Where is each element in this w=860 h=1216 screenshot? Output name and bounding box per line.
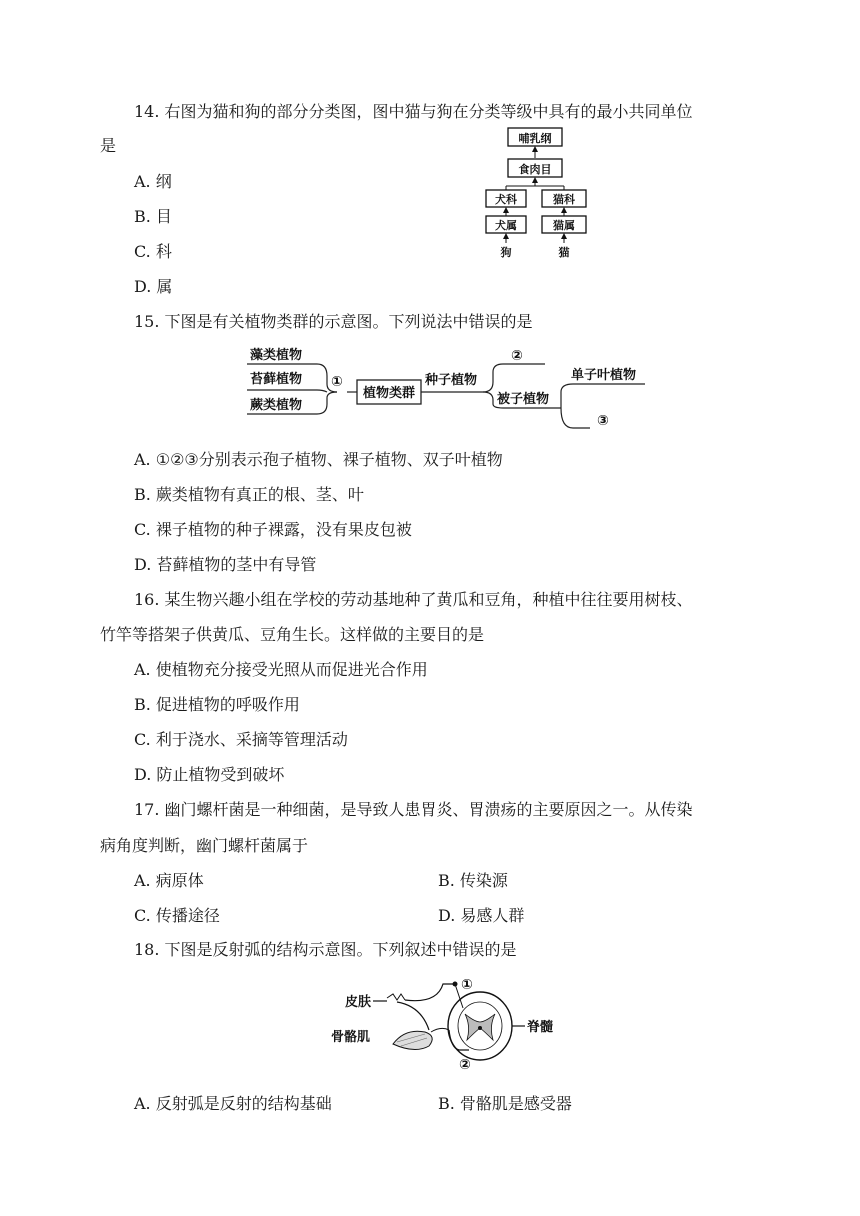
q16-option-a: A. 使植物充分接受光照从而促进光合作用 xyxy=(134,660,428,679)
q17-option-b: B. 传染源 xyxy=(438,871,508,890)
q17-stem-line1: 17. 幽门螺杆菌是一种细菌，是导致人患胃炎、胃溃疡的主要原因之一。从传染 xyxy=(134,800,693,819)
order-label: 食肉目 xyxy=(518,163,552,176)
dog-label: 狗 xyxy=(500,246,512,259)
q16-option-d: D. 防止植物受到破坏 xyxy=(134,765,285,784)
q17-option-a: A. 病原体 xyxy=(134,871,204,890)
marker-3: ③ xyxy=(597,413,609,429)
q15-option-d: D. 苔藓植物的茎中有导管 xyxy=(134,555,317,574)
q14-classification-diagram xyxy=(470,122,600,262)
fern-label: 蕨类植物 xyxy=(250,398,303,413)
moss-label: 苔藓植物 xyxy=(250,372,303,387)
genus-dog-label: 犬属 xyxy=(495,219,517,232)
class-label: 哺乳纲 xyxy=(518,132,552,145)
q14-option-b: B. 目 xyxy=(134,207,172,226)
marker-2: ② xyxy=(511,348,523,364)
q16-option-b: B. 促进植物的呼吸作用 xyxy=(134,695,300,714)
q17-stem-line2: 病角度判断，幽门螺杆菌属于 xyxy=(100,836,309,855)
family-cat-label: 猫科 xyxy=(553,193,575,206)
q14-stem-line2: 是 xyxy=(100,136,117,155)
algae-label: 藻类植物 xyxy=(250,348,303,363)
q18-reflex-arc-diagram xyxy=(325,970,575,1075)
q17-option-c: C. 传播途径 xyxy=(134,906,220,925)
marker-1: ① xyxy=(461,977,473,993)
q16-stem-line1: 16. 某生物兴趣小组在学校的劳动基地种了黄瓜和豆角，种植中往往要用树枝、 xyxy=(134,590,693,609)
seed-plants-label: 种子植物 xyxy=(425,373,478,388)
genus-cat-label: 猫属 xyxy=(553,219,575,232)
q14-option-c: C. 科 xyxy=(134,242,172,261)
q14-option-a: A. 纲 xyxy=(134,172,172,191)
plant-groups-label: 植物类群 xyxy=(362,386,416,401)
q16-option-c: C. 利于浇水、采摘等管理活动 xyxy=(134,730,348,749)
q18-option-a: A. 反射弧是反射的结构基础 xyxy=(134,1094,332,1113)
marker-1: ① xyxy=(331,374,343,390)
muscle-label: 骨骼肌 xyxy=(331,1030,371,1045)
family-dog-label: 犬科 xyxy=(495,193,517,206)
marker-2: ② xyxy=(459,1057,471,1073)
q14-stem-line1: 14. 右图为猫和狗的部分分类图，图中猫与狗在分类等级中具有的最小共同单位 xyxy=(134,102,693,121)
q16-stem-line2: 竹竿等搭架子供黄瓜、豆角生长。这样做的主要目的是 xyxy=(100,625,485,644)
skin-label: 皮肤 xyxy=(345,995,372,1010)
q15-option-b: B. 蕨类植物有真正的根、茎、叶 xyxy=(134,485,364,504)
q14-option-d: D. 属 xyxy=(134,277,173,296)
angiosperms-label: 被子植物 xyxy=(497,392,550,407)
q15-stem: 15. 下图是有关植物类群的示意图。下列说法中错误的是 xyxy=(134,312,533,331)
cat-label: 猫 xyxy=(558,246,570,259)
q18-option-b: B. 骨骼肌是感受器 xyxy=(438,1094,572,1113)
muscle-shape xyxy=(393,1031,432,1049)
monocot-label: 单子叶植物 xyxy=(571,368,637,383)
q18-stem: 18. 下图是反射弧的结构示意图。下列叙述中错误的是 xyxy=(134,940,517,959)
q15-option-a: A. ①②③分别表示孢子植物、裸子植物、双子叶植物 xyxy=(134,450,503,469)
q15-plant-groups-diagram xyxy=(245,342,650,432)
q15-option-c: C. 裸子植物的种子裸露，没有果皮包被 xyxy=(134,520,412,539)
spinal-cord-label: 脊髓 xyxy=(527,1020,554,1035)
q17-option-d: D. 易感人群 xyxy=(438,906,525,925)
